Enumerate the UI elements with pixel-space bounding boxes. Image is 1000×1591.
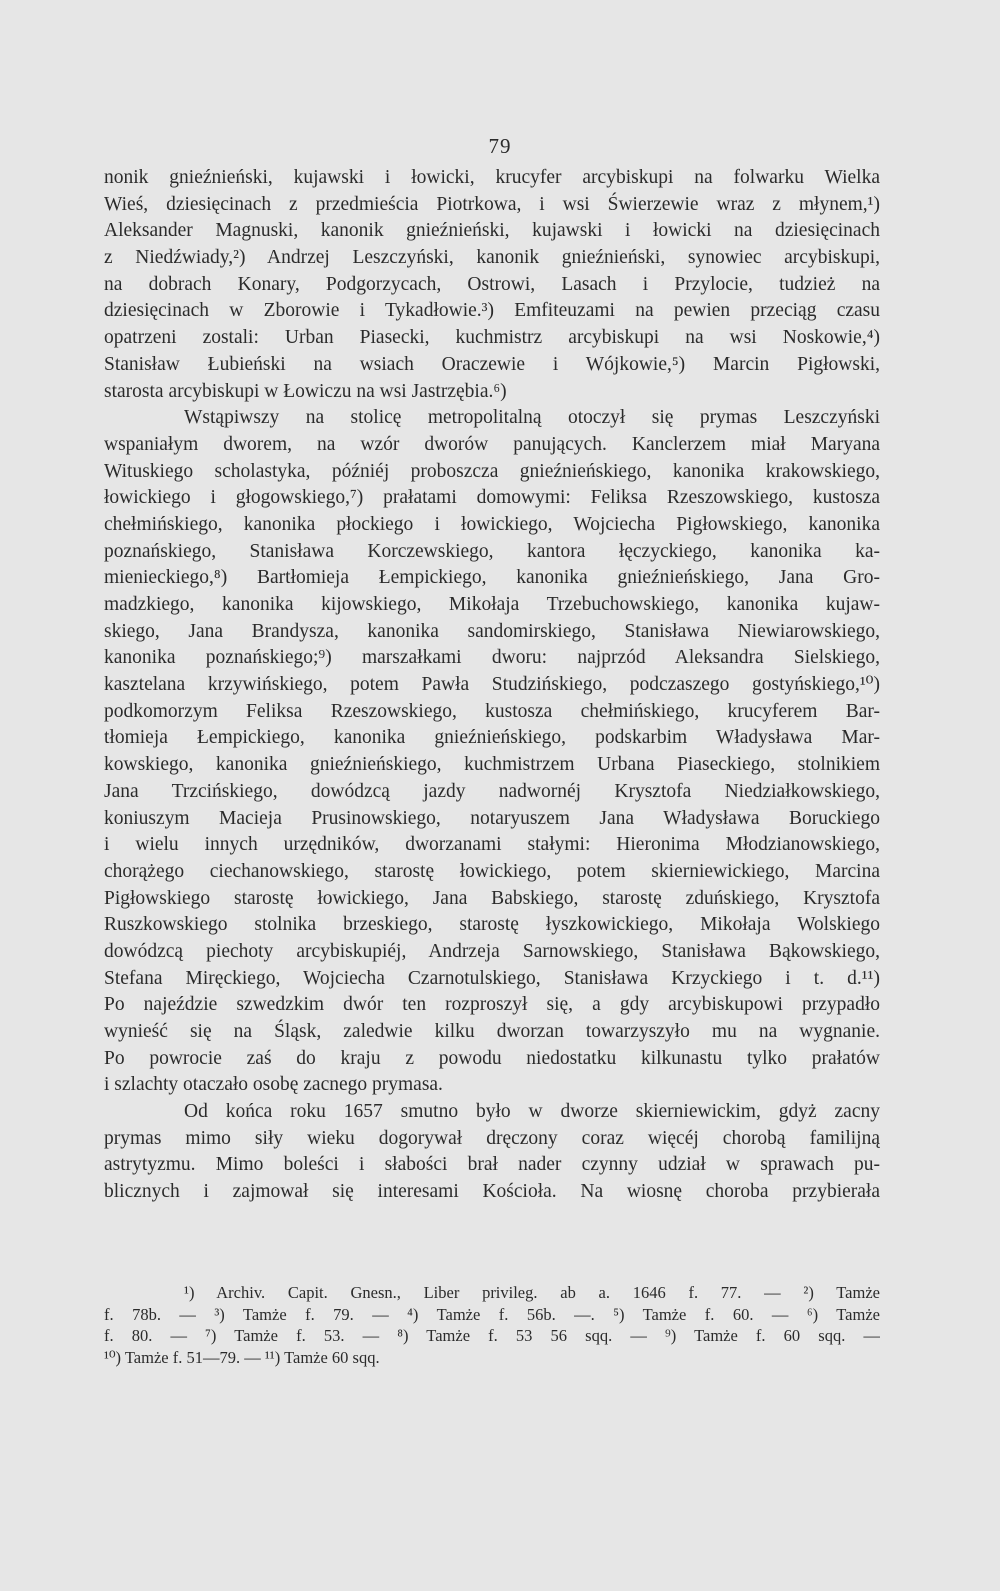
text-line: wspaniałym dworem, na wzór dworów panujących. Kanclerzem miał Maryana — [104, 433, 880, 455]
text-line: Wieś, dziesięcinach z przedmieścia Piotrkowa, i wsi Świerzewie wraz z młynem,¹) — [104, 193, 880, 215]
text-line: madzkiego, kanonika kijowskiego, Mikołaja Trzebuchowskiego, kanonika kujaw- — [104, 594, 880, 615]
text-line: prymas mimo siły wieku dogorywał dręczony coraz więcéj chorobą familijną — [104, 1127, 880, 1149]
text-line: mienieckiego,⁸) Bartłomieja Łempickiego, kanonika gnieźnieńskiego, Jana Gro- — [104, 567, 880, 589]
text-line: na dobrach Konary, Podgorzycach, Ostrowi, Lasach i Przylocie, tudzież na — [104, 273, 880, 295]
text-line: i wielu innych urzędników, dworzanami stałymi: Hieronima Młodzianowskiego, — [104, 834, 880, 856]
footnotes — [104, 1282, 880, 1368]
text-line: Po najeździe szwedzkim dwór ten rozproszył się, a gdy arcybiskupowi przypadło — [104, 994, 880, 1016]
text-line: łowickiego i głogowskiego,⁷) prałatami domowymi: Feliksa Rzeszowskiego, kustosza — [104, 487, 880, 509]
text-line: Od końca roku 1657 smutno było w dworze skierniewickim, gdyż zacny — [184, 1101, 880, 1123]
text-line: chorążego ciechanowskiego, starostę łowickiego, potem skierniewickiego, Marcina — [104, 860, 880, 882]
text-line: Ruszkowskiego stolnika brzeskiego, starostę łyszkowickiego, Mikołaja Wolskiego — [104, 914, 880, 936]
text-line: Pigłowskiego starostę łowickiego, Jana Babskiego, starostę zduńskiego, Krysztofa — [104, 887, 880, 909]
text-line: Stanisław Łubieński na wsiach Oraczewie i Wójkowie,⁵) Marcin Pigłowski, — [104, 353, 880, 375]
text-line: opatrzeni zostali: Urban Piasecki, kuchmistrz arcybiskupi na wsi Noskowie,⁴) — [104, 327, 880, 349]
text-line: koniuszym Macieja Prusinowskiego, notaryuszem Jana Władysława Boruckiego — [104, 807, 880, 829]
text-line: Wstąpiwszy na stolicę metropolitalną otoczył się prymas Leszczyński — [184, 407, 880, 429]
text-line: chełmińskiego, kanonika płockiego i łowickiego, Wojciecha Pigłowskiego, kanonika — [104, 513, 880, 535]
text-line: i szlachty otaczało osobę zacnego prymasa. — [104, 1074, 443, 1096]
body-text — [104, 165, 880, 1206]
text-line: Jana Trzcińskiego, dowódzcą jazdy nadwornéj Krysztofa Niedziałkowskiego, — [104, 780, 880, 802]
text-line: starosta arcybiskupi w Łowiczu na wsi Jastrzębia.⁶) — [104, 380, 507, 402]
page-number: 79 — [488, 134, 512, 158]
text-line: Aleksander Magnuski, kanonik gnieźnieński, kujawski i łowicki na dziesięcinach — [104, 220, 880, 242]
text-line: dziesięcinach w Zborowie i Tykadłowie.³) Emfiteuzami na pewien przeciąg czasu — [104, 300, 880, 322]
text-line: Wituskiego scholastyka, późniéj proboszcza gnieźnieńskiego, kanonika krakowskiego, — [104, 460, 880, 482]
text-line: skiego, Jana Brandysza, kanonika sandomirskiego, Stanisława Niewiarowskiego, — [104, 620, 880, 642]
text-line: tłomieja Łempickiego, kanonika gnieźnieńskiego, podskarbim Władysława Mar- — [104, 727, 880, 749]
text-line: Stefana Miręckiego, Wojciecha Czarnotulskiego, Stanisława Krzyckiego i t. d.¹¹) — [104, 967, 880, 989]
text-line: dowódzcą piechoty arcybiskupiéj, Andrzeja Sarnowskiego, Stanisława Bąkowskiego, — [104, 940, 880, 962]
footnote-line: ¹) Archiv. Capit. Gnesn., Liber privileg. ab a. 1646 f. 77. — ²) Tamże — [184, 1283, 880, 1302]
text-line: podkomorzym Feliksa Rzeszowskiego, kustosza chełmińskiego, krucyferem Bar- — [104, 700, 880, 722]
text-line: kowskiego, kanonika gnieźnieńskiego, kuchmistrzem Urbana Piaseckiego, stolnikiem — [104, 754, 880, 776]
text-line: astrytyzmu. Mimo boleści i słabości brał nader czynny udział w sprawach pu- — [104, 1154, 880, 1176]
text-line: nonik gnieźnieński, kujawski i łowicki, krucyfer arcybiskupi na folwarku Wielka — [104, 167, 880, 188]
text-line: wynieść się na Śląsk, zaledwie kilku dworzan towarzyszyło mu na wygnanie. — [104, 1021, 880, 1042]
text-line: kanonika poznańskiego;⁹) marszałkami dworu: najprzód Aleksandra Sielskiego, — [104, 647, 880, 669]
footnote-line: ¹⁰) Tamże f. 51—79. — ¹¹) Tamże 60 sqq. — [104, 1347, 380, 1367]
text-line: Po powrocie zaś do kraju z powodu niedostatku kilkunastu tylko prałatów — [104, 1047, 880, 1069]
text-line: z Niedźwiady,²) Andrzej Leszczyński, kanonik gnieźnieński, synowiec arcybiskupi, — [104, 247, 880, 269]
footnote-line: f. 80. — ⁷) Tamże f. 53. — ⁸) Tamże f. 53 56 sqq. — ⁹) Tamże f. 60 sqq. — — [104, 1326, 880, 1345]
text-line: blicznych i zajmował się interesami Kościoła. Na wiosnę choroba przybierała — [104, 1181, 880, 1203]
text-line: kasztelana krzywińskiego, potem Pawła Studzińskiego, podczaszego gostyńskiego,¹⁰) — [104, 674, 880, 696]
footnote-line: f. 78b. — ³) Tamże f. 79. — ⁴) Tamże f. 56b. —. ⁵) Tamże f. 60. — ⁶) Tamże — [104, 1304, 880, 1324]
text-line: poznańskiego, Stanisława Korczewskiego, kantora łęczyckiego, kanonika ka- — [104, 540, 880, 562]
